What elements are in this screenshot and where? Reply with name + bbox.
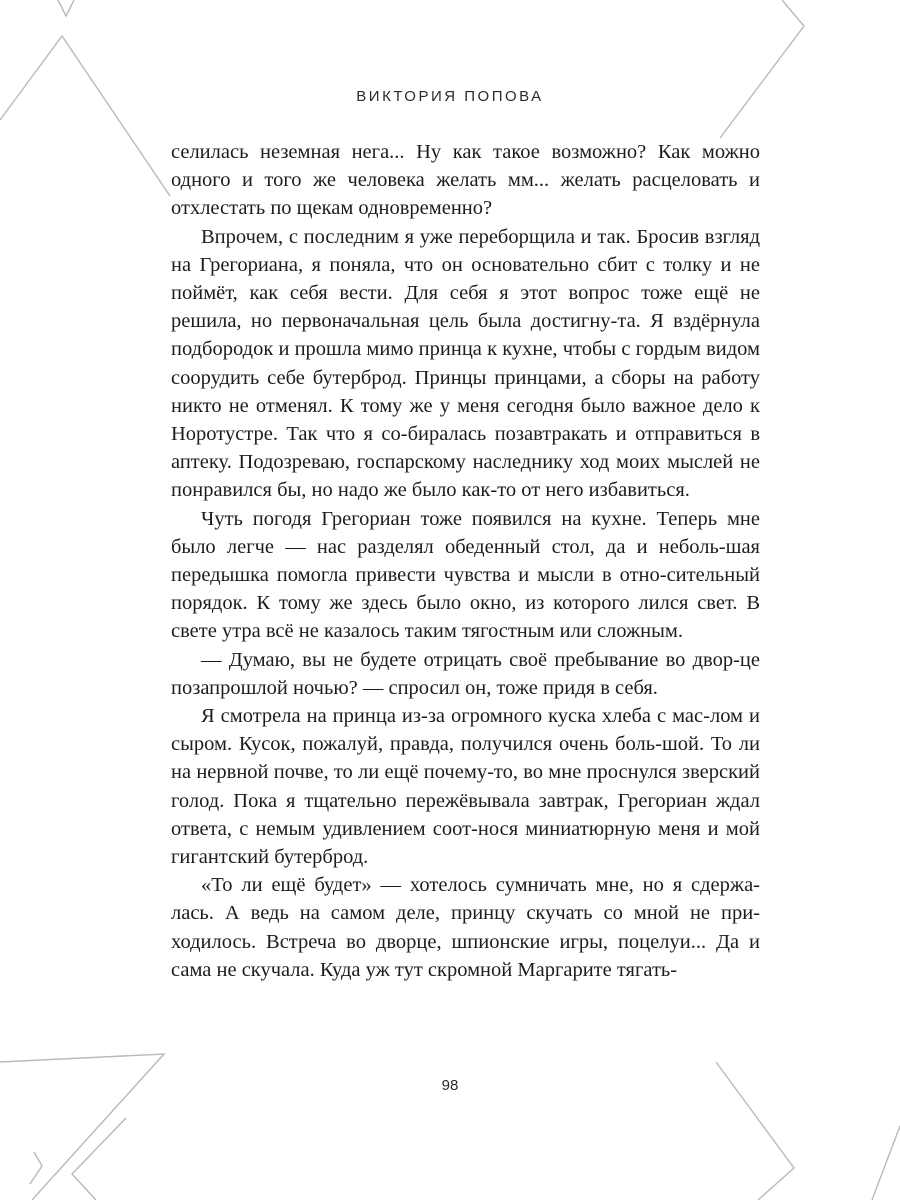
- paragraph: Впрочем, с последним я уже переборщила и так. Бросив взгляд на Грегориана, я поняла, что он основательно сбит с толку и не поймёт, как себя вести. Для себя я этот вопрос тоже ещё не решила, но первоначальная цель была достигну-та. Я вздёрнула подбородок и прошла мимо принца к кухне, чтобы с гордым видом соорудить себе бутерброд. Принцы принцами, а сборы на работу никто не отменял. К тому же у меня сегодня было важное дело к Норотустре. Так что я со-биралась позавтракать и отправиться в аптеку. Подозреваю, госпарскому наследнику ход моих мыслей не понравился бы, но надо же было как-то от него избавиться.: [171, 225, 760, 502]
- paragraph: «То ли ещё будет» — хотелось сумничать мне, но я сдержа-лась. А ведь на самом деле, принцу скучать со мной не при-ходилось. Встреча во дворце, шпионские игры, поцелуи... Да и сама не скучала. Куда уж тут скромной Маргарите тягать-: [171, 874, 760, 981]
- bottom-right-edge-ornament: [872, 1126, 900, 1200]
- paragraph: Я смотрела на принца из-за огромного куска хлеба с мас-лом и сыром. Кусок, пожалуй, правда, получился очень боль-шой. То ли на нервной почве, то ли ещё почему-то, во мне проснулся зверский голод. Пока я тщательно пережёвывала завтрак, Грегориан ждал ответа, с немым удивлением соот-нося миниатюрную меня и мой гигантский бутерброд.: [171, 705, 760, 869]
- running-head: ВИКТОРИЯ ПОПОВА: [356, 88, 544, 105]
- left-triangle-ornament: [0, 36, 170, 196]
- top-left-chevron-ornament: [58, 0, 74, 16]
- page-number: 98: [441, 1077, 459, 1094]
- top-right-chevron-ornament: [720, 0, 804, 138]
- bottom-center-chevron-ornament: [72, 1118, 126, 1200]
- bottom-left-chevron-ornament: [30, 1152, 42, 1184]
- paragraph: Чуть погодя Грегориан тоже появился на кухне. Теперь мне было легче — нас разделял обеденный стол, да и неболь-шая передышка помогла привести чувства и мысли в отно-сительный порядок. К тому же здесь было окно, из которого лился свет. В свете утра всё не казалось таким тягостным или сложным.: [171, 507, 760, 643]
- body-text: [171, 138, 760, 984]
- paragraph: селилась неземная нега... Ну как такое возможно? Как можно одного и того же человека желать мм... желать расцеловать и отхлестать по щекам одновременно?: [171, 141, 760, 220]
- paragraph: — Думаю, вы не будете отрицать своё пребывание во двор-це позапрошлой ночью? — спросил он, тоже придя в себя.: [171, 648, 760, 699]
- bottom-left-triangle-ornament: [0, 1054, 164, 1200]
